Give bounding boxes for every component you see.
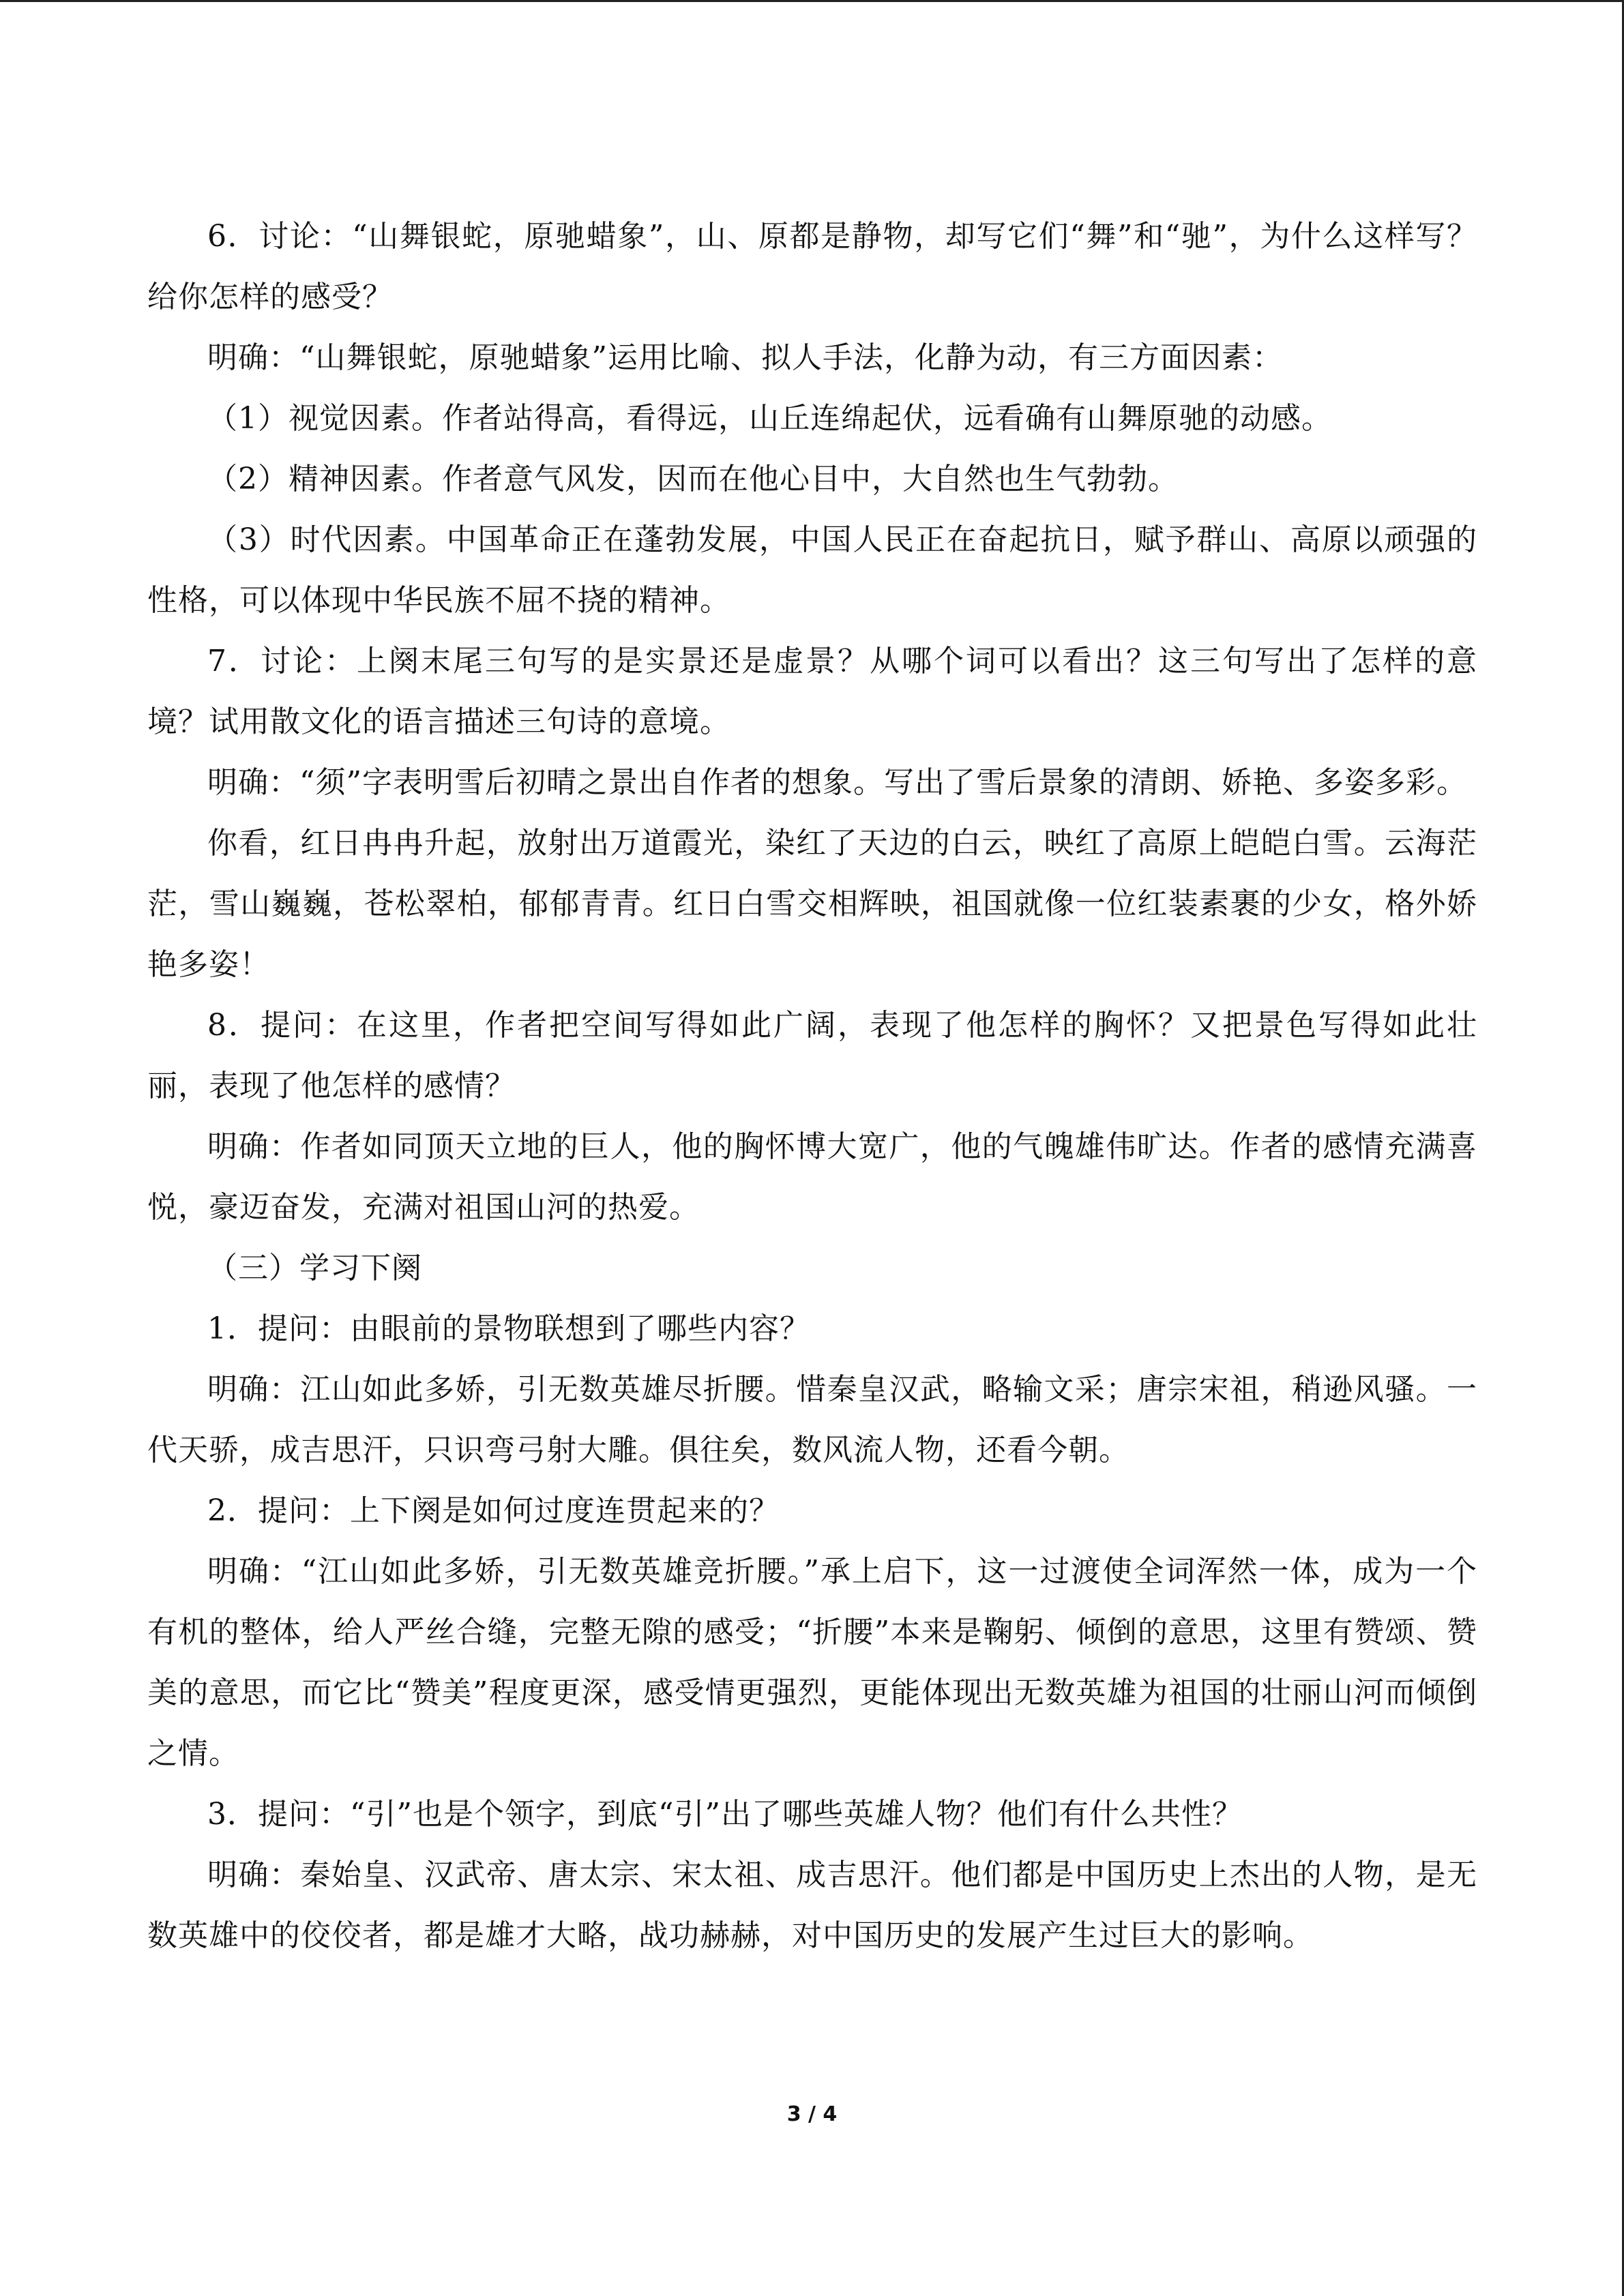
paragraph-a6-spirit: （2）精神因素。作者意气风发，因而在他心目中，大自然也生气勃勃。 <box>207 462 1179 496</box>
paragraph-q8: 8．提问：在这里，作者把空间写得如此广阔，表现了他怎样的胸怀？又把景色写得如此壮丽，表现了他怎样的感情？ <box>147 1008 1477 1103</box>
page-top-border <box>0 0 1624 2</box>
paragraph-s3-q3: 3．提问：“引”也是个领字，到底“引”出了哪些英雄人物？他们有什么共性？ <box>207 1797 1243 1832</box>
paragraph-s3-q1: 1．提问：由眼前的景物联想到了哪些内容？ <box>207 1311 810 1346</box>
page-number: 3 / 4 <box>786 2102 838 2126</box>
paragraph-a6-visual: （1）视觉因素。作者站得高，看得远，山丘连绵起伏，远看确有山舞原驰的动感。 <box>207 401 1332 436</box>
paragraph-s3-a3: 明确：秦始皇、汉武帝、唐太宗、宋太祖、成吉思汗。他们都是中国历史上杰出的人物，是无数英雄中的佼佼者，都是雄才大略，战功赫赫，对中国历史的发展产生过巨大的影响。 <box>147 1858 1477 1953</box>
paragraph-s3-q2: 2．提问：上下阕是如何过度连贯起来的？ <box>207 1493 780 1528</box>
paragraph-q6: 6．讨论：“山舞银蛇，原驰蜡象”，山、原都是静物，却写它们“舞”和“驰”，为什么这样写？给你怎样的感受？ <box>147 219 1477 314</box>
paragraph-q7: 7．讨论：上阕末尾三句写的是实景还是虚景？从哪个词可以看出？这三句写出了怎样的意境？试用散文化的语言描述三句诗的意境。 <box>147 644 1477 739</box>
document-body <box>147 206 1477 1966</box>
paragraph-a7: 明确：“须”字表明雪后初晴之景出自作者的想象。写出了雪后景象的清朗、娇艳、多姿多彩。 <box>207 765 1467 800</box>
paragraph-s3-a1: 明确：江山如此多娇，引无数英雄尽折腰。惜秦皇汉武，略输文采；唐宗宋祖，稍逊风骚。一代天骄，成吉思汗，只识弯弓射大雕。俱往矣，数风流人物，还看今朝。 <box>147 1372 1477 1467</box>
paragraph-s3-a2: 明确：“江山如此多娇，引无数英雄竞折腰。”承上启下，这一过渡使全词浑然一体，成为一个有机的整体，给人严丝合缝，完整无隙的感受；“折腰”本来是鞠躬、倾倒的意思，这里有赞颂、赞美的意思，而它比“赞美”程度更深，感受情更强烈，更能体现出无数英雄为祖国的壮丽山河而倾倒之情。 <box>147 1554 1477 1771</box>
paragraph-a6-era: （3）时代因素。中国革命正在蓬勃发展，中国人民正在奋起抗日，赋予群山、高原以顽强的性格，可以体现中华民族不屈不挠的精神。 <box>147 522 1477 618</box>
section-heading-3: （三）学习下阕 <box>207 1251 422 1285</box>
paragraph-a6: 明确：“山舞银蛇，原驰蜡象”运用比喻、拟人手法，化静为动，有三方面因素： <box>207 340 1283 375</box>
paragraph-a7-prose: 你看，红日冉冉升起，放射出万道霞光，染红了天边的白云，映红了高原上皑皑白雪。云海茫茫，雪山巍巍，苍松翠柏，郁郁青青。红日白雪交相辉映，祖国就像一位红装素裹的少女，格外娇艳多姿！ <box>147 826 1477 982</box>
paragraph-a8: 明确：作者如同顶天立地的巨人，他的胸怀博大宽广，他的气魄雄伟旷达。作者的感情充满喜悦，豪迈奋发，充满对祖国山河的热爱。 <box>147 1129 1477 1225</box>
